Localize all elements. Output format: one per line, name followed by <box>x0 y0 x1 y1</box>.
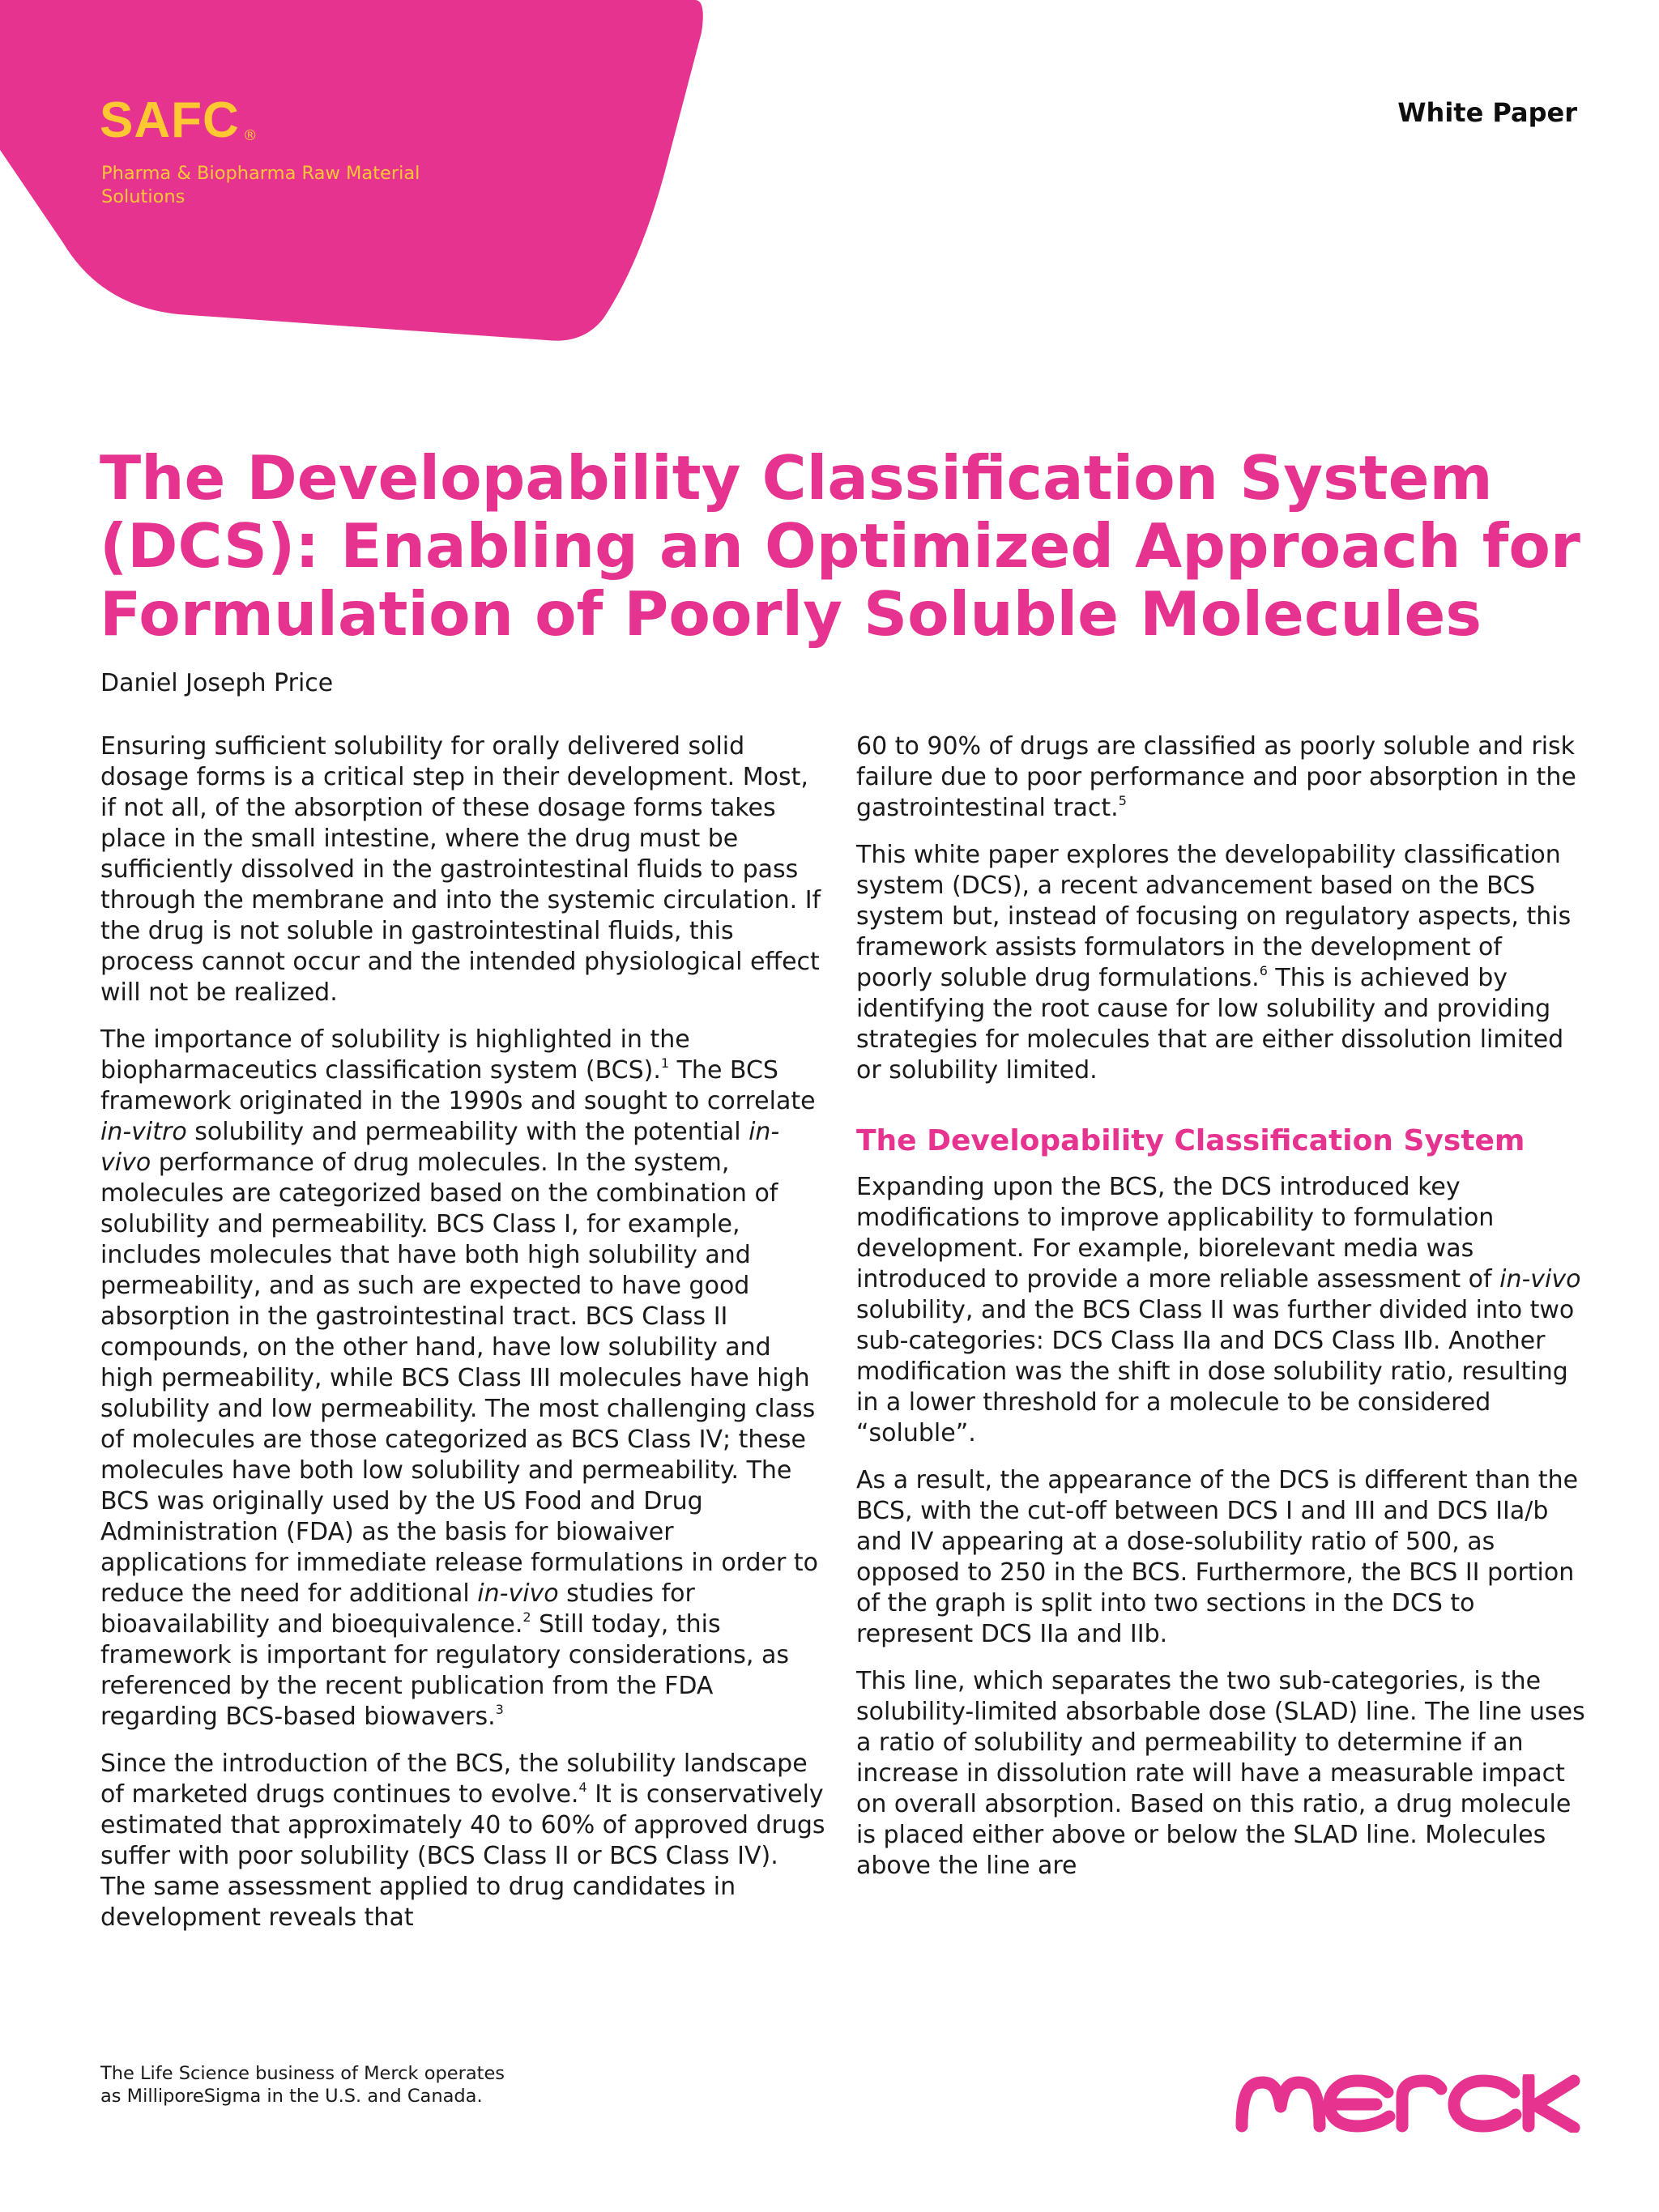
paragraph: 60 to 90% of drugs are classified as poorly soluble and risk failure due to poor performance and poor absorption in the gastrointestinal tract.$^5$ <box>856 732 1576 822</box>
reference-marker: 5 <box>1118 793 1127 808</box>
paragraph: This line, which separates the two sub-categories, is the solubility-limited absorbable dose (SLAD) line. The line uses a ratio of solubility and permeability to determine if an increase in dissolution rate will have a measurable impact on overall absorption. Based on this ratio, a drug molecule is placed either above or below the SLAD line. Molecules above the line are <box>856 1667 1585 1880</box>
left-text-column <box>100 731 825 1950</box>
right-text-column <box>856 731 1585 1898</box>
reference-marker: 6 <box>1259 963 1268 978</box>
safc-logo <box>100 92 258 148</box>
brand-tagline: Pharma & Biopharma Raw Material Solutions <box>101 163 420 207</box>
author-name: Daniel Joseph Price <box>100 669 334 697</box>
paragraph: As a result, the appearance of the DCS is different than the BCS, with the cut-off between DCS I and III and DCS IIa/b and IV appearing at a dose-solubility ratio of 500, as opposed to 250 in the BCS. Furthermore, the BCS II portion of the graph is split into two sections in the DCS to represent DCS IIa and IIb. <box>856 1466 1579 1648</box>
footer-note: The Life Science business of Merck operates as MilliporeSigma in the U.S. and Canada. <box>100 2063 505 2107</box>
paragraph: This white paper explores the developability classification system (DCS), a recent advancement based on the BCS system but, instead of focusing on regulatory aspects, this framework assists formulators in the development of poorly soluble drug formulations.$^6$ This is achieved by identifying the root cause for low solubility and providing strategies for molecules that are either dissolution limited or solubility limited. <box>856 841 1572 1085</box>
reference-marker: 2 <box>522 1609 531 1625</box>
paragraph: The importance of solubility is highlighted in the biopharmaceutics classification system (BCS).$^1$ The BCS framework originated in the 1990s and sought to correlate in-vitro solubility and permeability with the potential in-vivo performance of drug molecules. In the system, molecules are categorized based on the combination of solubility and permeability. BCS Class I, for example, includes molecules that have both high solubility and permeability, and as such are expected to have good absorption in the gastrointestinal tract. BCS Class II compounds, on the other hand, have low solubility and high permeability, while BCS Class III molecules have high solubility and low permeability. The most challenging class of molecules are those categorized as BCS Class IV; these molecules have both low solubility and permeability. The BCS was originally used by the US Food and Drug Administration (FDA) as the basis for biowaiver applications for immediate release formulations in order to reduce the need for additional in-vivo studies for bioavailability and bioequivalence.$^2$ Still today, this framework is important for regulatory considerations, as referenced by the recent publication from the FDA regarding BCS-based biowavers.$^3$ <box>100 1025 818 1731</box>
paragraph: Since the introduction of the BCS, the solubility landscape of marketed drugs continues to evolve.$^4$ It is conservatively estimated that approximately 40 to 60% of approved drugs suffer with poor solubility (BCS Class II or BCS Class IV). The same assessment applied to drug candidates in development reveals that <box>100 1750 825 1932</box>
section-heading: The Developability Classification System <box>856 1124 1525 1157</box>
safc-logo-text: SAFC <box>100 92 240 148</box>
paragraph: Ensuring sufficient solubility for orally delivered solid dosage forms is a critical step in their development. Most, if not all, of the absorption of these dosage forms takes place in the small intestine, where the drug must be sufficiently dissolved in the gastrointestinal fluids to pass through the membrane and into the systemic circulation. If the drug is not soluble in gastrointestinal fluids, this process cannot occur and the intended physiological effect will not be realized. <box>100 732 821 1007</box>
document-title: The Developability Classification System (DCS): Enabling an Optimized Approach for Formulation of Poorly Soluble Molecules <box>100 442 1580 650</box>
merck-logo <box>1234 2074 1582 2133</box>
registered-mark: ® <box>242 127 258 144</box>
reference-marker: 1 <box>660 1055 670 1071</box>
paragraph: Expanding upon the BCS, the DCS introduced key modifications to improve applicability to formulation development. For example, biorelevant media was introduced to provide a more reliable assessment of in-vivo solubility, and the BCS Class II was further divided into two sub-categories: DCS Class IIa and DCS Class IIb. Another modification was the shift in dose solubility ratio, resulting in a lower threshold for a molecule to be considered “soluble”. <box>856 1173 1581 1447</box>
document-type-label: White Paper <box>1397 97 1577 128</box>
reference-marker: 3 <box>495 1702 504 1717</box>
reference-marker: 4 <box>578 1779 587 1795</box>
